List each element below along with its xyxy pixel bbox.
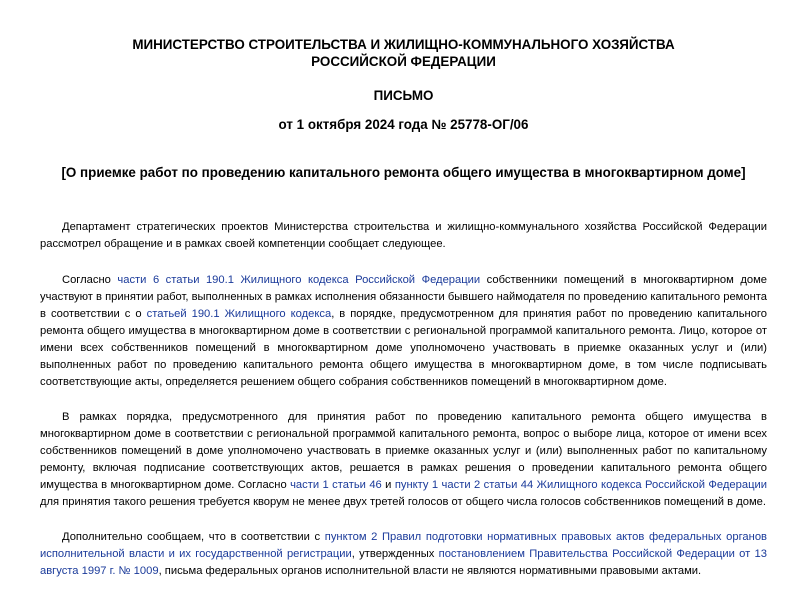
document-page bbox=[0, 36, 807, 607]
paragraph-4-text-1: , утвержденных bbox=[351, 548, 439, 560]
link-government-resolution-1009[interactable]: постановлением Правительства Российской Федерации от 13 августа 1997 г. № 1009 bbox=[40, 548, 767, 577]
paragraph-1 bbox=[40, 219, 767, 253]
link-part-1-article-46[interactable]: части 1 статьи 46 bbox=[290, 479, 382, 491]
paragraph-2 bbox=[40, 272, 767, 391]
ministry-name: МИНИСТЕРСТВО СТРОИТЕЛЬСТВА И ЖИЛИЩНО-КОММУНАЛЬНОГО ХОЗЯЙСТВА РОССИЙСКОЙ ФЕДЕРАЦИИ bbox=[132, 37, 675, 69]
document-body bbox=[40, 219, 767, 580]
link-part-6-article-190-1[interactable]: части 6 статьи 190.1 Жилищного кодекса Российской Федерации bbox=[117, 274, 481, 286]
link-item-1-part-2-article-44[interactable]: пункту 1 части 2 статьи 44 Жилищного кодекса Российской Федерации bbox=[394, 479, 767, 491]
paragraph-4-text-0: Дополнительно сообщаем, что в соответствии с bbox=[62, 531, 325, 543]
document-number: от 1 октября 2024 года № 25778-ОГ/06 bbox=[278, 117, 529, 132]
paragraph-2-text-0: Согласно bbox=[62, 274, 118, 286]
paragraph-4-text-2: , письма федеральных органов исполнительной власти не являются нормативными правовыми актами. bbox=[158, 565, 702, 577]
paragraph-2-text-2: , в порядке, предусмотренном для принятия работ по проведению капитального ремонта общего имущества в многоквартирном доме в соответствии с региональной программой капитального ремонта. Лицо, которое от имени всех собственников помещений в многоквартирном доме уполномочено участвовать в приемке оказанных услуг и (или) выполненных работ по проведению капитального ремонта общего имущества в многоквартирном доме, в том числе подписывать соответствующие акты, определяется решением общего собрания собственников помещений в многоквартирном доме. bbox=[40, 308, 767, 388]
paragraph-3-text-2: для принятия такого решения требуется кворум не менее двух третей голосов от общего числа голосов собственников помещений в доме. bbox=[40, 496, 766, 508]
paragraph-1-text: Департамент стратегических проектов Министерства строительства и жилищно-коммунального хозяйства Российской Федерации рассмотрел обращение и в рамках своей компетенции сообщает следующее. bbox=[40, 221, 767, 250]
link-article-190-1[interactable]: статьей 190.1 Жилищного кодекса bbox=[146, 308, 332, 320]
link-item-2-rules[interactable]: пунктом 2 Правил подготовки нормативных правовых актов федеральных органов исполнительной власти и их государственной регистрации bbox=[40, 531, 767, 560]
document-type: ПИСЬМО bbox=[373, 88, 434, 103]
document-subject: [О приемке работ по проведению капитального ремонта общего имущества в многоквартирном доме] bbox=[61, 165, 746, 180]
paragraph-2-text-1: собственники помещений в многоквартирном доме участвуют в принятии работ, выполненных в рамках исполнения обязанности бывшего наймодателя по проведению капитального ремонта в соответствии с о bbox=[40, 274, 767, 320]
paragraph-4 bbox=[40, 529, 767, 580]
paragraph-3 bbox=[40, 409, 767, 511]
paragraph-3-text-0: В рамках порядка, предусмотренного для принятия работ по проведению капитального ремонта общего имущества в многоквартирном доме в соответствии с региональной программой капитального ремонта, вопрос о выборе лица, которое от имени всех собственников помещений в доме уполномочено участвовать в приемке оказанных услуг и (или) выполненных работ по капитальному ремонту, включая подписание соответствующих актов, решается в рамках решения о проведении капитального ремонта общего имущества в многоквартирном доме. Согласно bbox=[40, 411, 767, 491]
paragraph-3-text-1: и bbox=[381, 479, 395, 491]
